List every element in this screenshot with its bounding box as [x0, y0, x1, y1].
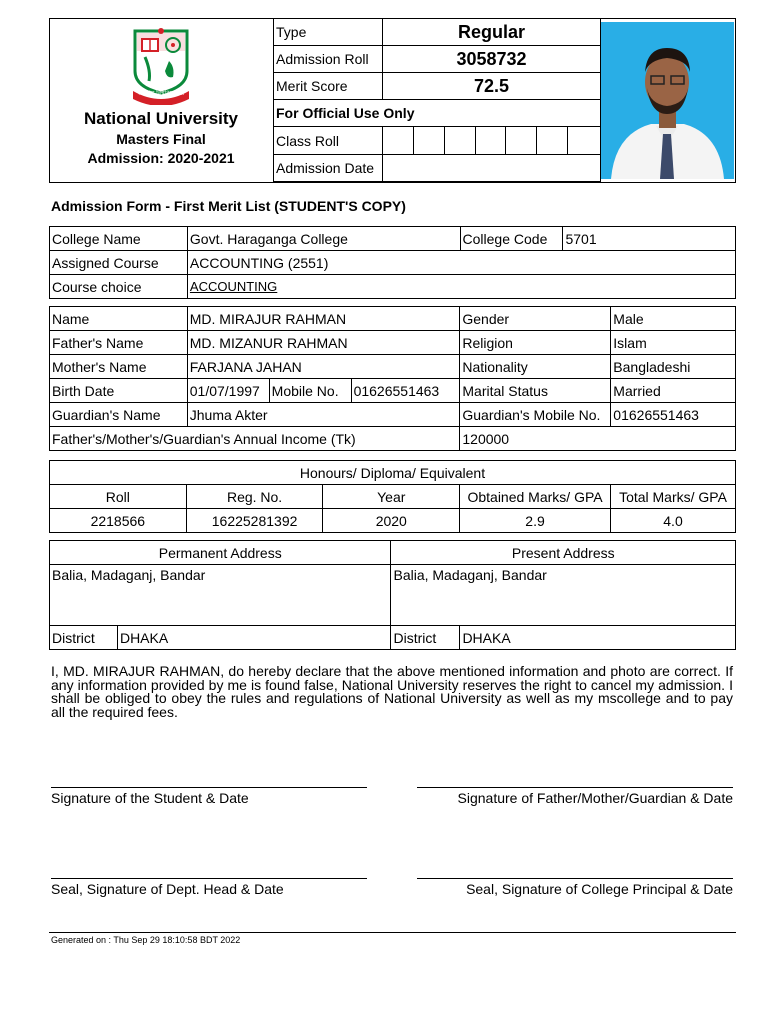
generated-timestamp: Generated on : Thu Sep 29 18:10:58 BDT 2022 — [51, 935, 241, 945]
permanent-district-value: DHAKA — [117, 626, 391, 650]
honours-header: Year — [323, 485, 460, 509]
honours-cell: 2218566 — [50, 509, 187, 533]
nationality-value: Bangladeshi — [611, 355, 736, 379]
guardian-mobile-label: Guardian's Mobile No. — [460, 403, 611, 427]
course-choice-value: ACCOUNTING — [187, 275, 735, 299]
merit-score-value: 72.5 — [382, 73, 600, 100]
type-value: Regular — [382, 19, 600, 46]
student-photo — [601, 22, 734, 179]
declaration-text: I, MD. MIRAJUR RAHMAN, do hereby declare that the above mentioned information and photo are correct. If any information provided by me is found false, National University reserves the right to cancel my admission. I shall be obliged to obey the rules and regulations of National University as well as my mscollege and to pay all the required fees. — [51, 663, 733, 720]
annual-income-value: 120000 — [460, 427, 736, 451]
permanent-address-label: Permanent Address — [50, 541, 391, 565]
college-table — [49, 226, 736, 299]
religion-label: Religion — [460, 331, 611, 355]
dept-head-signature-label: Seal, Signature of Dept. Head & Date — [51, 881, 284, 897]
guardian-mobile-value: 01626551463 — [611, 403, 736, 427]
honours-cell: 2.9 — [460, 509, 611, 533]
student-signature-line — [51, 787, 367, 788]
university-logo — [129, 27, 193, 105]
present-address-label: Present Address — [391, 541, 736, 565]
name-label: Name — [50, 307, 188, 331]
mother-name-label: Mother's Name — [50, 355, 188, 379]
honours-cell: 16225281392 — [186, 509, 323, 533]
merit-score-label: Merit Score — [274, 73, 383, 100]
admission-roll-value: 3058732 — [382, 46, 600, 73]
logo-bengali-text: জাতীয় বিশ্ববিদ্যালয় — [137, 91, 185, 97]
guardian-signature-line — [417, 787, 733, 788]
mobile-label: Mobile No. — [269, 379, 351, 403]
class-roll-box — [537, 127, 568, 155]
present-district-value: DHAKA — [460, 626, 736, 650]
address-table — [49, 540, 736, 650]
gender-label: Gender — [460, 307, 611, 331]
honours-header: Reg. No. — [186, 485, 323, 509]
honours-header: Roll — [50, 485, 187, 509]
principal-signature-label: Seal, Signature of College Principal & Date — [466, 881, 733, 897]
permanent-district-label: District — [50, 626, 118, 650]
honours-header: Obtained Marks/ GPA — [460, 485, 611, 509]
mother-name-value: FARJANA JAHAN — [187, 355, 460, 379]
class-roll-label: Class Roll — [274, 127, 383, 155]
present-address-value: Balia, Madaganj, Bandar — [391, 565, 736, 626]
class-roll-box — [506, 127, 537, 155]
assigned-course-label: Assigned Course — [50, 251, 188, 275]
nationality-label: Nationality — [460, 355, 611, 379]
header-info-table — [273, 18, 601, 182]
honours-table — [49, 460, 736, 533]
marital-status-label: Marital Status — [460, 379, 611, 403]
class-roll-box — [413, 127, 444, 155]
admission-date-value — [382, 155, 600, 182]
mobile-value: 01626551463 — [351, 379, 460, 403]
college-name-value: Govt. Haraganga College — [187, 227, 460, 251]
admission-roll-label: Admission Roll — [274, 46, 383, 73]
name-value: MD. MIRAJUR RAHMAN — [187, 307, 460, 331]
marital-status-value: Married — [611, 379, 736, 403]
honours-cell: 4.0 — [611, 509, 736, 533]
footer-divider — [49, 932, 736, 933]
college-code-label: College Code — [460, 227, 563, 251]
admission-date-label: Admission Date — [274, 155, 383, 182]
gender-value: Male — [611, 307, 736, 331]
form-title: Admission Form - First Merit List (STUDENT'S COPY) — [51, 198, 406, 214]
religion-value: Islam — [611, 331, 736, 355]
guardian-signature-label: Signature of Father/Mother/Guardian & Date — [457, 790, 733, 806]
class-roll-box — [568, 127, 601, 155]
birth-date-value: 01/07/1997 — [187, 379, 269, 403]
class-roll-box — [444, 127, 475, 155]
honours-header: Total Marks/ GPA — [611, 485, 736, 509]
father-name-label: Father's Name — [50, 331, 188, 355]
guardian-name-value: Jhuma Akter — [187, 403, 460, 427]
honours-cell: 2020 — [323, 509, 460, 533]
admission-session: Admission: 2020-2021 — [87, 150, 235, 166]
annual-income-label: Father's/Mother's/Guardian's Annual Income (Tk) — [50, 427, 460, 451]
class-roll-box — [475, 127, 506, 155]
official-use-label: For Official Use Only — [274, 100, 601, 127]
course-choice-label: Course choice — [50, 275, 188, 299]
student-signature-label: Signature of the Student & Date — [51, 790, 249, 806]
birth-date-label: Birth Date — [50, 379, 188, 403]
principal-signature-line — [417, 878, 733, 879]
college-code-value: 5701 — [563, 227, 736, 251]
father-name-value: MD. MIZANUR RAHMAN — [187, 331, 460, 355]
honours-title: Honours/ Diploma/ Equivalent — [50, 461, 736, 485]
university-name: National University — [84, 109, 238, 128]
college-name-label: College Name — [50, 227, 188, 251]
permanent-address-value: Balia, Madaganj, Bandar — [50, 565, 391, 626]
dept-head-signature-line — [51, 878, 367, 879]
class-roll-box — [382, 127, 413, 155]
person-photo-icon — [601, 22, 734, 179]
assigned-course-value: ACCOUNTING (2551) — [187, 251, 735, 275]
type-label: Type — [274, 19, 383, 46]
present-district-label: District — [391, 626, 460, 650]
program-name: Masters Final — [116, 131, 206, 147]
guardian-name-label: Guardian's Name — [50, 403, 188, 427]
personal-info-table — [49, 306, 736, 451]
